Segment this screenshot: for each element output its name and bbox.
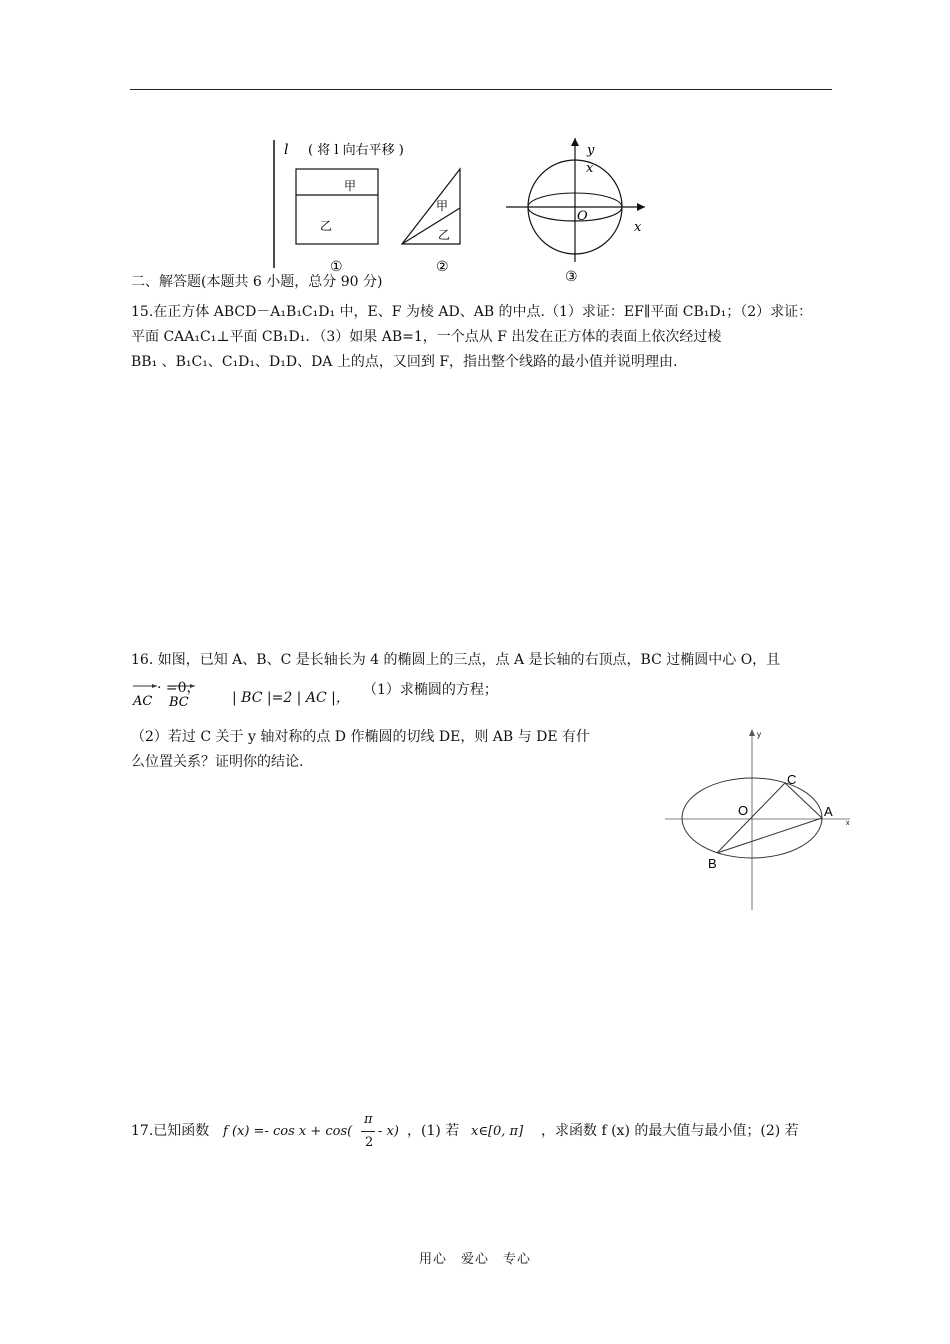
segment-ba [717,818,822,853]
ellipse-a-label: A [824,804,833,819]
q15-line1: 15.在正方体 ABCD－A₁B₁C₁D₁ 中，E、F 为棱 AD、AB 的中点.（1）求证：EF∥平面 CB₁D₁；（2）求证： [131,304,813,320]
fig3-x-label: x [634,220,642,235]
vec-ac-label: AC [133,694,153,709]
q16-line4: 么位置关系？证明你的结论. [131,754,304,770]
fig3-y-arrow [571,138,579,146]
fig1-label-bottom: 乙 [320,219,333,233]
q16-eq-zero: · =0， [157,680,201,696]
q16-ellipse-figure [660,725,860,915]
q16-part1: （1）求椭圆的方程； [363,682,498,698]
fig3-x-arrow [637,203,645,211]
ellipse-x-label: x [846,820,850,827]
q17-func-tail: - x) [378,1124,399,1139]
q17-frac-bar [361,1131,375,1132]
fig1-rect [296,169,378,244]
top-rule [130,89,832,90]
q17-prefix: 17.已知函数 [131,1123,210,1139]
segment-ca [785,783,822,818]
fig2-triangle [402,169,460,244]
q16-line2 [131,676,651,710]
fig2-label-bottom: 乙 [438,228,451,242]
q17-domain: x∈[0, π] [471,1124,524,1139]
q17-line [131,1110,851,1156]
ellipse-c-label: C [787,772,797,787]
q17-func: f (x) =- cos x + cos( [223,1124,353,1139]
ellipse-y-label: y [757,730,761,739]
vec-bc-label: BC [169,695,189,710]
page-footer: 用心 爱心 专心 [418,1252,531,1267]
q17-frac-den: 2 [365,1135,374,1150]
q16-line1: 16. 如图，已知 A、B、C 是长轴长为 4 的椭圆上的三点，点 A 是长轴的右顶点，BC 过椭圆中心 O，且 [131,652,781,668]
q17-rest: ，求函数 f (x) 的最大值与最小值；(2) 若 [541,1123,799,1139]
q16-eq-ratio: | BC |=2 | AC |， [232,690,350,706]
fig2-divider [402,208,460,244]
fig2-label-top: 甲 [436,199,449,213]
segment-bc [717,783,785,853]
section-heading: 二、解答题(本题共 6 小题，总分 90 分) [131,274,383,290]
ellipse-y-arrow [749,729,755,736]
q15-line2: 平面 CAA₁C₁⊥平面 CB₁D₁．（3）如果 AB=1，一个点从 F 出发在正方体的表面上依次经过棱 [131,329,722,345]
top-figures [260,128,660,288]
fig3-origin-label: O [577,209,588,224]
fig1-caption: ① [330,259,343,275]
line-l-label: l [284,142,289,158]
ellipse-b-label: B [708,856,717,871]
fig1-label-top: 甲 [344,179,357,193]
fig3-x-top-label: x [586,161,594,176]
fig3-y-label: y [587,143,595,158]
q15-line3: BB₁ 、B₁C₁、C₁D₁、D₁D、DA 上的点，又回到 F，指出整个线路的最小值并说明理由. [131,354,678,370]
fig3-caption: ③ [565,269,578,285]
fig2-caption: ② [436,259,449,275]
shift-note: ( 将 l 向右平移 ) [308,143,404,158]
q16-line3: （2）若过 C 关于 y 轴对称的点 D 作椭圆的切线 DE，则 AB 与 DE 有什 [131,729,590,745]
q17-frac-num: π [364,1112,373,1127]
ellipse-o-label: O [738,803,749,818]
q17-part1: ，(1) 若 [407,1123,460,1139]
